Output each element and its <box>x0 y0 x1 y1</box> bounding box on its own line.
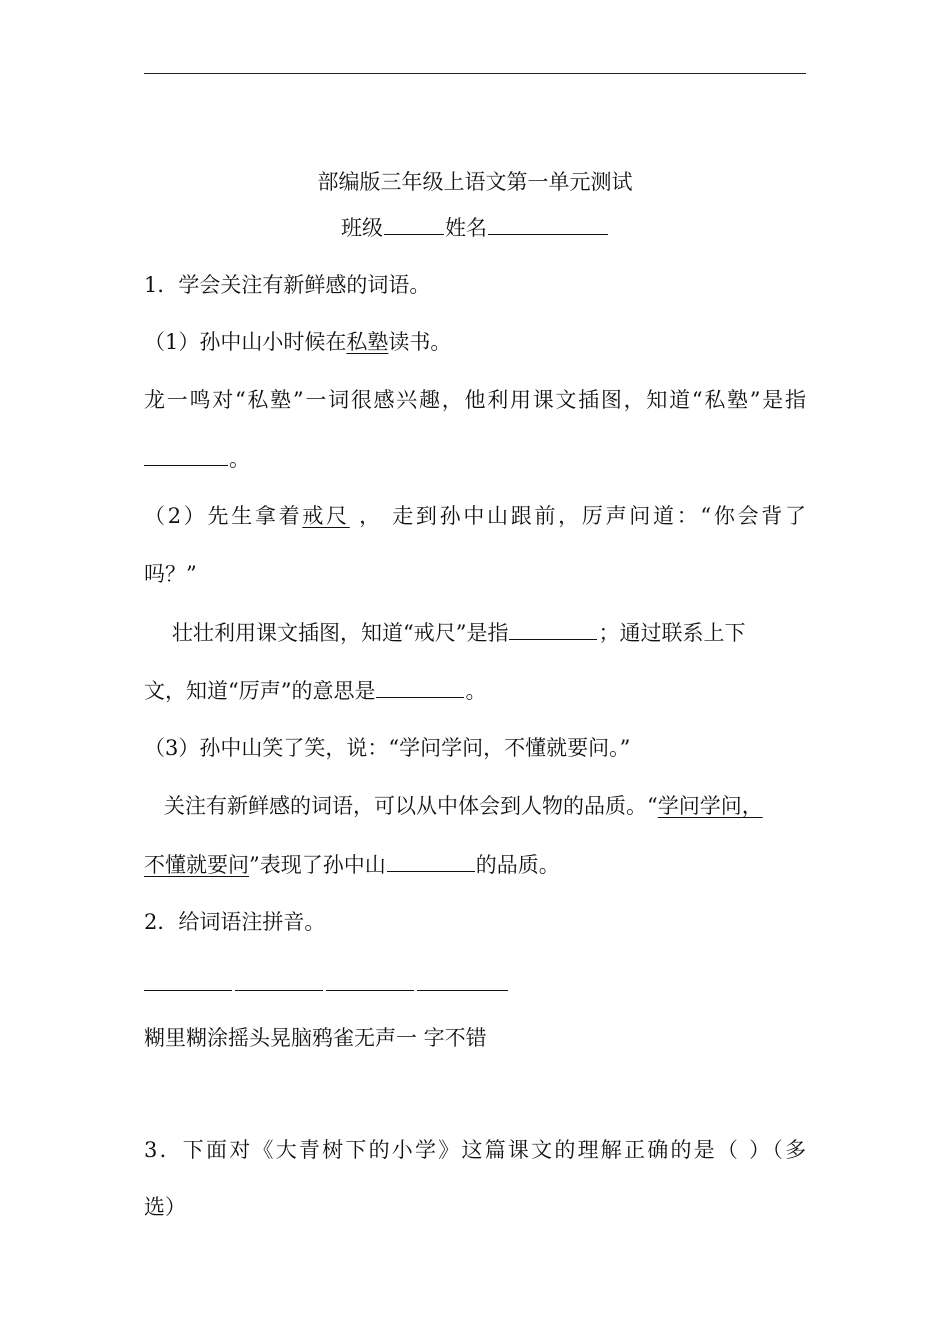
q1-part2-prefix: （2）先生拿着 <box>144 504 303 528</box>
q1-part2 <box>144 501 806 531</box>
student-info-line <box>144 212 806 243</box>
q1-part1-term: 私塾 <box>346 330 389 354</box>
top-rule <box>144 73 806 74</box>
class-blank[interactable] <box>384 212 444 235</box>
q1-heading: 1．学会关注有新鲜感的词语。 <box>144 273 431 297</box>
q1-part1-end: 。 <box>229 447 250 471</box>
q1-part2-cont: 吗？” <box>144 562 197 586</box>
pinyin-blank-1[interactable] <box>144 990 232 991</box>
q1-part2-line3 <box>144 617 806 648</box>
q1-part3-line3-b: 的品质。 <box>475 853 560 877</box>
q1-part3-quote-part2: 不懂就要问 <box>144 853 249 877</box>
q1-part2-line4-b: 。 <box>465 679 487 703</box>
q1-part1-blank[interactable] <box>144 443 228 466</box>
q1-part2-line3-a: 壮壮利用课文插图，知道“戒尺”是指 <box>172 621 509 645</box>
pinyin-blank-3[interactable] <box>326 990 414 991</box>
q1-part2-term: 戒尺 <box>302 504 350 528</box>
q3-cont: 选） <box>144 1195 186 1219</box>
name-label: 姓名 <box>445 216 487 240</box>
q1-part2-blank1[interactable] <box>509 617 597 640</box>
pinyin-blank-4[interactable] <box>417 990 508 991</box>
q3-heading: 3．下面对《大青树下的小学》这篇课文的理解正确的是（ ）（多 <box>144 1138 806 1162</box>
q1-part3-line2 <box>144 791 806 821</box>
q1-part3: （3）孙中山笑了笑，说：“学问学问，不懂就要问。” <box>144 736 631 760</box>
q1-part1-suffix: 读书。 <box>388 330 452 354</box>
q1-part3-line3 <box>144 849 806 880</box>
pinyin-blank-2[interactable] <box>235 990 323 991</box>
q1-part2-line4 <box>144 675 806 706</box>
q1-part1 <box>144 327 806 357</box>
q2-words: 糊里糊涂摇头晃脑鸦雀无声一 字不错 <box>144 1026 487 1050</box>
q1-part2-blank2[interactable] <box>376 675 464 698</box>
q1-part1-prefix: （1）孙中山小时候在 <box>144 330 347 354</box>
name-blank[interactable] <box>488 212 608 235</box>
q1-part3-blank[interactable] <box>387 849 475 872</box>
page-title: 部编版三年级上语文第一单元测试 <box>317 170 633 194</box>
q2-heading: 2．给词语注拼音。 <box>144 910 326 934</box>
class-label: 班级 <box>341 216 383 240</box>
q1-part2-line4-a: 文，知道“厉声”的意思是 <box>144 679 376 703</box>
q1-part3-line2-a: 关注有新鲜感的词语，可以从中体会到人物的品质。“ <box>164 794 658 818</box>
q1-part2-line3-b: ；通过联系上下 <box>598 621 746 645</box>
q1-part1-line3 <box>144 443 806 474</box>
q1-part2-suffix: ， 走到孙中山跟前，厉声问道：“你会背了 <box>349 504 806 528</box>
q1-part3-line3-a: ”表现了孙中山 <box>249 853 386 877</box>
q1-part1-line2: 龙一鸣对“私塾”一词很感兴趣，他利用课文插图，知道“私塾”是指 <box>144 388 806 412</box>
q1-part3-quote-part1: 学问学问， <box>657 794 763 818</box>
